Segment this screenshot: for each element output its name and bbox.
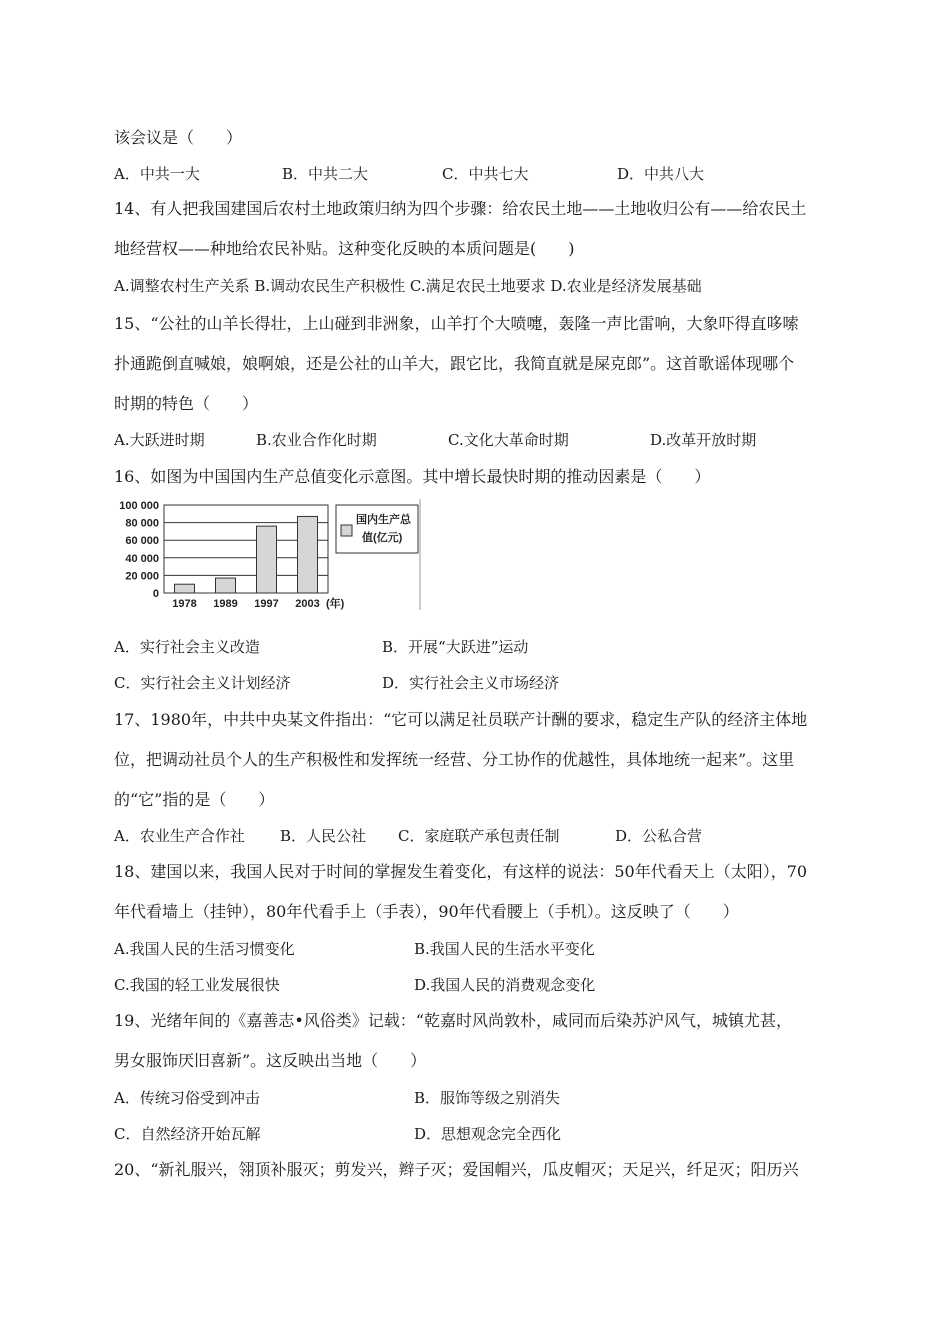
q18-option-b: B.我国人民的生活水平变化 [414, 940, 595, 958]
x-tick-label: 2003 [295, 598, 320, 610]
q19-option-a: A．传统习俗受到冲击 [114, 1089, 260, 1107]
q15-option-b: B.农业合作化时期 [256, 431, 377, 449]
q19-option-b: B．服饰等级之别消失 [414, 1089, 561, 1107]
q17-option-a: A．农业生产合作社 [114, 827, 245, 845]
q16-option-c: C．实行社会主义计划经济 [114, 674, 291, 692]
y-tick-label: 40 000 [125, 552, 159, 565]
x-tick-label: 1997 [254, 598, 279, 610]
q14-stem-2: 地经营权——种地给农民补贴。这种变化反映的本质问题是( ) [114, 239, 575, 258]
q13-option-b: B．中共二大 [282, 165, 369, 183]
q15-stem-2: 扑通跪倒直喊娘，娘啊娘，还是公社的山羊大，跟它比，我简直就是屎克郎”。这首歌谣体现哪个 [114, 354, 795, 373]
gdp-bar-chart [112, 497, 424, 612]
q18-option-c: C.我国的轻工业发展很快 [114, 976, 280, 994]
bar [298, 516, 318, 593]
q19-stem-2: 男女服饰厌旧喜新”。这反映出当地（ ） [114, 1051, 427, 1070]
q15-stem-3: 时期的特色（ ） [114, 394, 259, 413]
q17-option-b: B．人民公社 [280, 827, 367, 845]
q16-stem: 16、如图为中国国内生产总值变化示意图。其中增长最快时期的推动因素是（ ） [114, 467, 711, 486]
y-tick-label: 80 000 [125, 517, 159, 530]
q17-stem-1: 17、1980年，中共中央某文件指出：“它可以满足社员联产计酬的要求，稳定生产队的经济主体地 [114, 710, 808, 729]
q17-stem-2: 位，把调动社员个人的生产积极性和发挥统一经营、分工协作的优越性，具体地统一起来”。这里 [114, 750, 795, 769]
q17-option-c: C．家庭联产承包责任制 [398, 827, 560, 845]
q19-stem-1: 19、光绪年间的《嘉善志•风俗类》记载：“乾嘉时风尚敦朴，咸同而后染苏沪风气，城镇尤甚， [114, 1011, 792, 1030]
q14-options: A.调整农村生产关系 B.调动农民生产积极性 C.满足农民土地要求 D.农业是经济发展基础 [114, 277, 702, 295]
q18-stem-2: 年代看墙上（挂钟），80年代看手上（手表），90年代看腰上（手机）。这反映了（ ） [114, 902, 739, 921]
q13-option-c: C．中共七大 [442, 165, 529, 183]
q19-option-c: C．自然经济开始瓦解 [114, 1125, 261, 1143]
q20-stem-1: 20、“新礼服兴，翎顶补服灭；剪发兴，辫子灭；爱国帽兴，瓜皮帽灭；天足兴，纤足灭；阳历兴 [114, 1160, 799, 1179]
q13-stem-tail: 该会议是（ ） [114, 128, 243, 147]
x-unit-label: (年) [326, 598, 345, 610]
q16-option-a: A．实行社会主义改造 [114, 638, 260, 656]
q17-stem-3: 的“它”指的是（ ） [114, 790, 275, 809]
q15-option-a: A.大跃进时期 [114, 431, 205, 449]
x-tick-label: 1978 [172, 598, 197, 610]
q15-stem-1: 15、“公社的山羊长得壮，上山碰到非洲象，山羊打个大喷嚏，轰隆一声比雷响，大象吓得直哆嗦 [114, 314, 799, 333]
q16-option-d: D．实行社会主义市场经济 [382, 674, 560, 692]
q18-option-d: D.我国人民的消费观念变化 [414, 976, 596, 994]
q13-option-a: A．中共一大 [114, 165, 200, 183]
q18-option-a: A.我国人民的生活习惯变化 [114, 940, 295, 958]
bar [257, 526, 277, 593]
q15-option-c: C.文化大革命时期 [448, 431, 569, 449]
bar [175, 584, 195, 593]
y-tick-label: 60 000 [125, 535, 159, 548]
q13-option-d: D．中共八大 [617, 165, 705, 183]
x-tick-label: 1989 [213, 598, 238, 610]
bar [216, 578, 236, 593]
legend-label-line2: 值(亿元) [362, 532, 403, 544]
y-tick-label: 0 [152, 588, 159, 600]
y-tick-label: 100 000 [119, 500, 159, 512]
q17-option-d: D．公私合营 [615, 827, 703, 845]
legend-label-line1: 国内生产总 [356, 514, 411, 526]
y-tick-label: 20 000 [125, 570, 159, 583]
q19-option-d: D．思想观念完全西化 [414, 1125, 562, 1143]
q15-option-d: D.改革开放时期 [650, 431, 757, 449]
q18-stem-1: 18、建国以来，我国人民对于时间的掌握发生着变化，有这样的说法：50年代看天上（太阳），70 [114, 862, 808, 881]
q16-option-b: B．开展“大跃进”运动 [382, 638, 529, 656]
legend-swatch [341, 525, 352, 536]
q14-stem-1: 14、有人把我国建国后农村土地政策归纳为四个步骤：给农民土地——土地收归公有——给农民土 [114, 199, 807, 218]
